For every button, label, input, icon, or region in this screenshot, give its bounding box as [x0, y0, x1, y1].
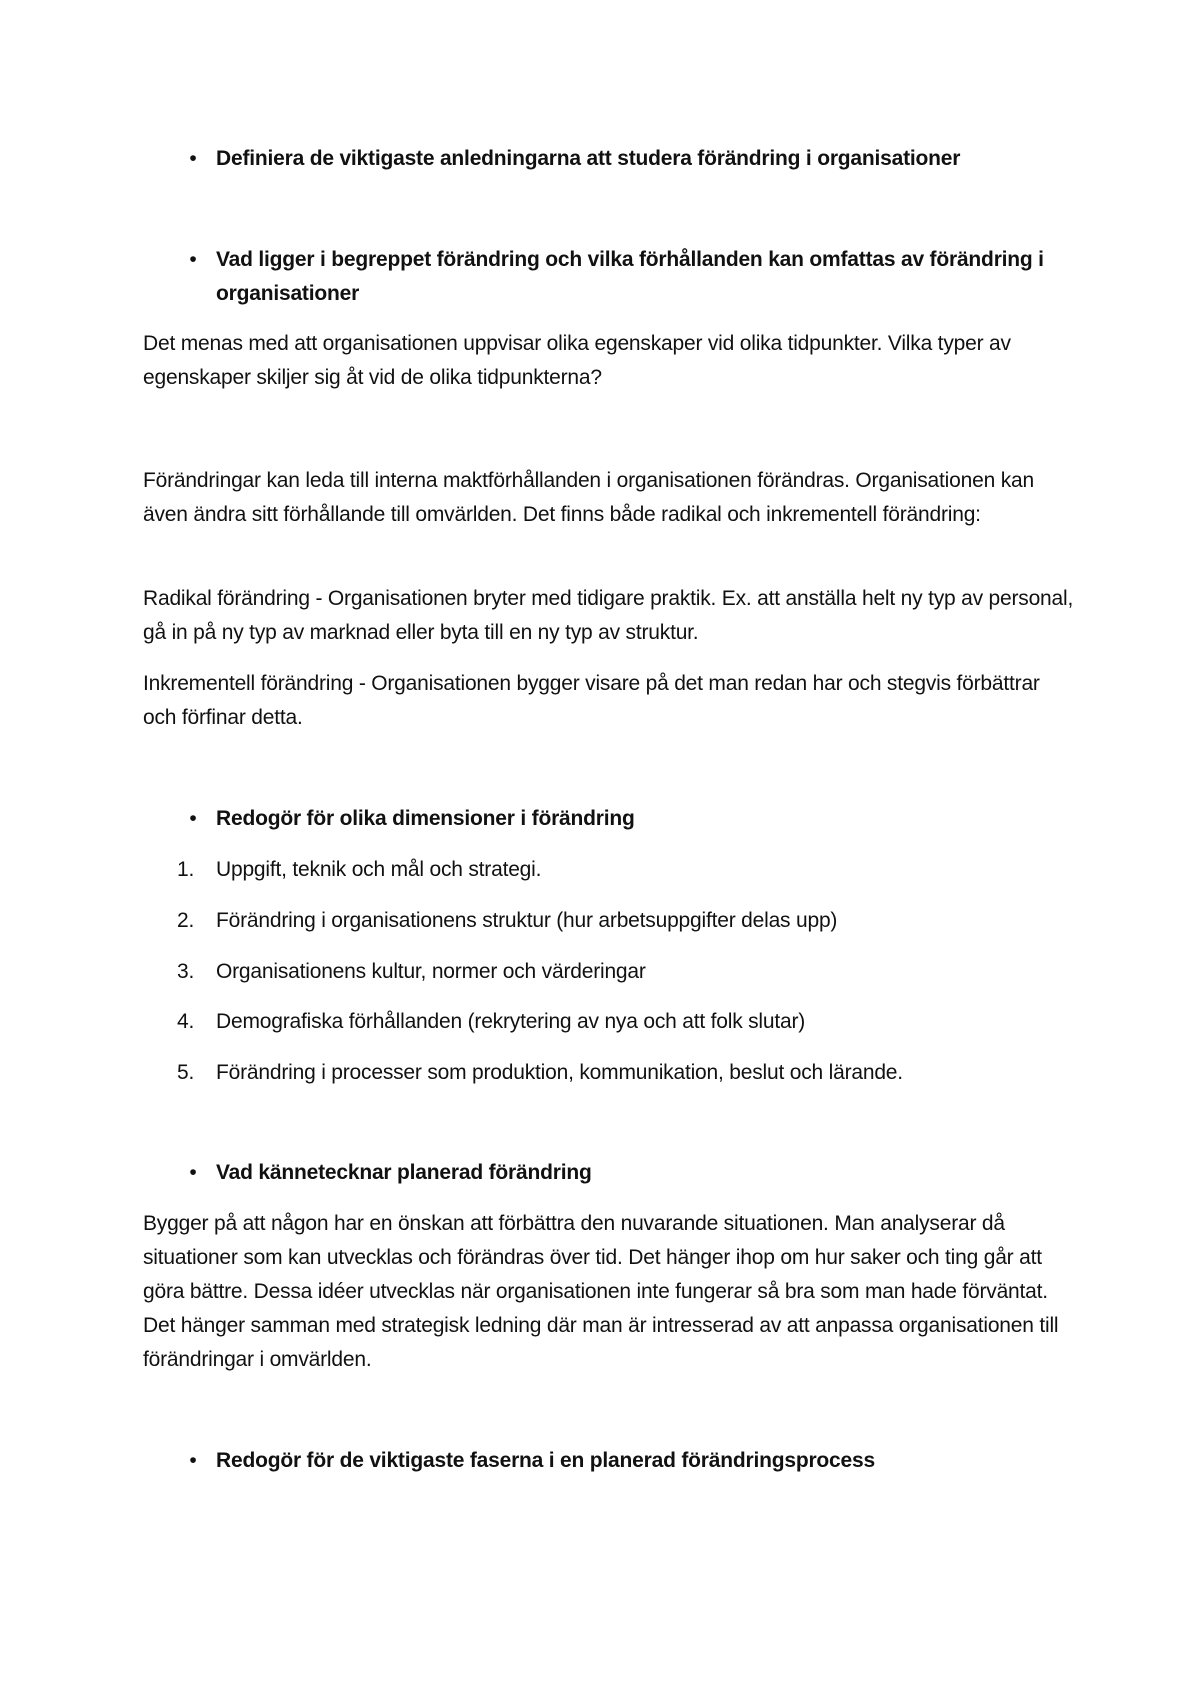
question-heading: Redogör för olika dimensioner i förändring	[216, 807, 635, 830]
list-number: 5.	[177, 1061, 195, 1084]
paragraph-incremental-change: Inkrementell förändring - Organisationen bygger visare på det man redan har och stegvis förbättrar och förfinar detta.	[143, 672, 1040, 729]
bullet-marker: •	[189, 1449, 197, 1472]
list-text: Förändring i processer som produktion, kommunikation, beslut och lärande.	[216, 1061, 903, 1084]
paragraph-radical-change: Radikal förändring - Organisationen bryter med tidigare praktik. Ex. att anställa helt ny typ av personal, gå in på ny typ av marknad eller byta till en ny typ av struktur.	[143, 587, 1074, 644]
bullet-marker: •	[189, 147, 197, 170]
question-heading: Vad kännetecknar planerad förändring	[216, 1161, 592, 1184]
question-heading: Definiera de viktigaste anledningarna att studera förändring i organisationer	[216, 147, 961, 170]
list-text: Uppgift, teknik och mål och strategi.	[216, 858, 542, 881]
list-text: Demografiska förhållanden (rekrytering av nya och att folk slutar)	[216, 1010, 806, 1033]
question-heading: Vad ligger i begreppet förändring och vilka förhållanden kan omfattas av förändring i organisationer	[216, 248, 1044, 305]
question-heading: Redogör för de viktigaste faserna i en planerad förändringsprocess	[216, 1449, 875, 1472]
list-number: 2.	[177, 909, 195, 932]
bullet-marker: •	[189, 1161, 197, 1184]
paragraph-power-relations: Förändringar kan leda till interna maktförhållanden i organisationen förändras. Organisationen kan även ändra sitt förhållande till omvärlden. Det finns både radikal och inkrementell förändring:	[143, 469, 1034, 526]
bullet-marker: •	[189, 248, 197, 271]
paragraph-planned-change: Bygger på att någon har en önskan att förbättra den nuvarande situationen. Man analyserar då situationer som kan utvecklas och förändras över tid. Det hänger ihop om hur saker och ting går att göra bättre. Dessa idéer utvecklas när organisationen inte fungerar så bra som man hade förväntat. Det hänger samman med strategisk ledning där man är intresserad av att anpassa organisationen till förändringar i omvärlden.	[143, 1212, 1059, 1371]
list-number: 1.	[177, 858, 195, 881]
list-text: Förändring i organisationens struktur (hur arbetsuppgifter delas upp)	[216, 909, 838, 932]
list-number: 4.	[177, 1010, 195, 1033]
paragraph-properties: Det menas med att organisationen uppvisar olika egenskaper vid olika tidpunkter. Vilka typer av egenskaper skiljer sig åt vid de olika tidpunkterna?	[143, 332, 1011, 389]
bullet-marker: •	[189, 807, 197, 830]
list-number: 3.	[177, 960, 195, 983]
list-text: Organisationens kultur, normer och värderingar	[216, 960, 646, 983]
